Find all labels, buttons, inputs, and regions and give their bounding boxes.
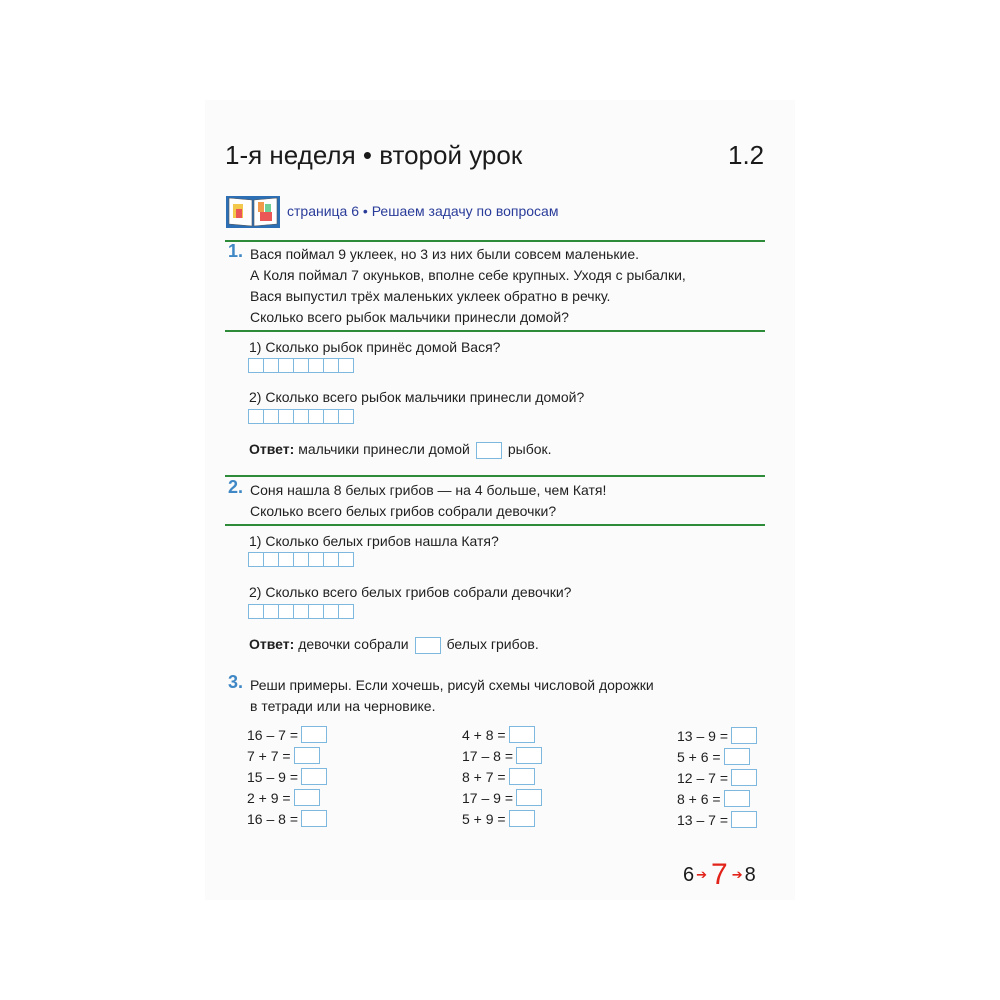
math-example — [462, 789, 542, 806]
lesson-number: 1.2 — [728, 140, 765, 170]
task-text-line: Вася выпустил трёх маленьких уклеек обратно в речку. — [250, 288, 611, 304]
answer-grid[interactable] — [248, 604, 354, 619]
page-reference: страница 6 • Решаем задачу по вопросам — [287, 203, 559, 219]
answer-box[interactable] — [301, 810, 327, 827]
next-page-number: 8 — [744, 863, 756, 886]
math-example — [677, 748, 750, 765]
page-title: 1-я неделя • второй урок — [225, 140, 523, 170]
math-example — [247, 726, 327, 743]
answer-box[interactable] — [509, 810, 535, 827]
answer-text: мальчики принесли домой — [298, 441, 470, 457]
answer-text: рыбок. — [507, 441, 552, 457]
divider — [225, 240, 765, 242]
answer-box[interactable] — [509, 726, 535, 743]
expression: 8 + 6 = — [677, 790, 721, 807]
math-example — [677, 727, 757, 744]
arrow-right-icon: ➔ — [696, 867, 708, 882]
divider — [225, 330, 765, 332]
expression: 5 + 9 = — [462, 810, 506, 827]
answer-box[interactable] — [516, 789, 542, 806]
expression: 2 + 9 = — [247, 789, 291, 806]
prev-page-number: 6 — [683, 863, 695, 886]
math-example — [247, 810, 327, 827]
task-text-line: А Коля поймал 7 окуньков, вполне себе крупных. Уходя с рыбалки, — [250, 267, 686, 283]
question: 1) Сколько рыбок принёс домой Вася? — [249, 339, 501, 355]
answer-box[interactable] — [724, 790, 750, 807]
expression: 12 – 7 = — [677, 769, 728, 786]
answer-text: белых грибов. — [446, 636, 539, 652]
question: 2) Сколько всего рыбок мальчики принесли домой? — [249, 389, 585, 405]
expression: 7 + 7 = — [247, 747, 291, 764]
answer-box[interactable] — [415, 637, 441, 654]
task-number: 2. — [228, 477, 244, 497]
question: 1) Сколько белых грибов нашла Катя? — [249, 533, 499, 549]
answer-grid[interactable] — [248, 409, 354, 424]
answer-grid[interactable] — [248, 358, 354, 373]
expression: 17 – 9 = — [462, 789, 513, 806]
answer-text: девочки собрали — [298, 636, 409, 652]
answer-box[interactable] — [294, 789, 320, 806]
answer-box[interactable] — [476, 442, 502, 459]
answer-box[interactable] — [731, 811, 757, 828]
answer-box[interactable] — [301, 726, 327, 743]
arrow-right-icon: ➔ — [731, 867, 743, 882]
expression: 17 – 8 = — [462, 747, 513, 764]
math-example — [677, 811, 757, 828]
math-example — [462, 747, 542, 764]
expression: 16 – 8 = — [247, 810, 298, 827]
task-text-line: в тетради или на черновике. — [250, 698, 436, 714]
answer-box[interactable] — [731, 769, 757, 786]
math-example — [247, 747, 320, 764]
math-example — [462, 726, 535, 743]
answer-line — [249, 439, 552, 460]
math-example — [677, 769, 757, 786]
task-text-line: Вася поймал 9 уклеек, но 3 из них были совсем маленькие. — [250, 246, 640, 262]
answer-box[interactable] — [301, 768, 327, 785]
answer-label: Ответ: — [249, 636, 295, 652]
answer-box[interactable] — [509, 768, 535, 785]
math-example — [462, 768, 535, 785]
math-example — [247, 768, 327, 785]
answer-box[interactable] — [294, 747, 320, 764]
expression: 8 + 7 = — [462, 768, 506, 785]
answer-box[interactable] — [516, 747, 542, 764]
expression: 4 + 8 = — [462, 726, 506, 743]
task-text-line: Сколько всего рыбок мальчики принесли домой? — [250, 309, 569, 325]
answer-box[interactable] — [724, 748, 750, 765]
task-number: 3. — [228, 672, 244, 692]
math-example — [677, 790, 750, 807]
expression: 16 – 7 = — [247, 726, 298, 743]
divider — [225, 475, 765, 477]
expression: 5 + 6 = — [677, 748, 721, 765]
open-book-icon — [225, 192, 281, 230]
math-example — [247, 789, 320, 806]
answer-line — [249, 634, 539, 655]
question: 2) Сколько всего белых грибов собрали девочки? — [249, 584, 572, 600]
task-text-line: Сколько всего белых грибов собрали девочки? — [250, 503, 557, 519]
answer-box[interactable] — [731, 727, 757, 744]
divider — [225, 524, 765, 526]
answer-label: Ответ: — [249, 441, 295, 457]
page-number — [683, 858, 756, 892]
task-number: 1. — [228, 241, 244, 261]
answer-grid[interactable] — [248, 552, 354, 567]
task-text-line: Реши примеры. Если хочешь, рисуй схемы числовой дорожки — [250, 677, 654, 693]
current-page-number: 7 — [711, 858, 728, 891]
expression: 13 – 9 = — [677, 727, 728, 744]
expression: 15 – 9 = — [247, 768, 298, 785]
task-text-line: Соня нашла 8 белых грибов — на 4 больше, чем Катя! — [250, 482, 607, 498]
expression: 13 – 7 = — [677, 811, 728, 828]
math-example — [462, 810, 535, 827]
